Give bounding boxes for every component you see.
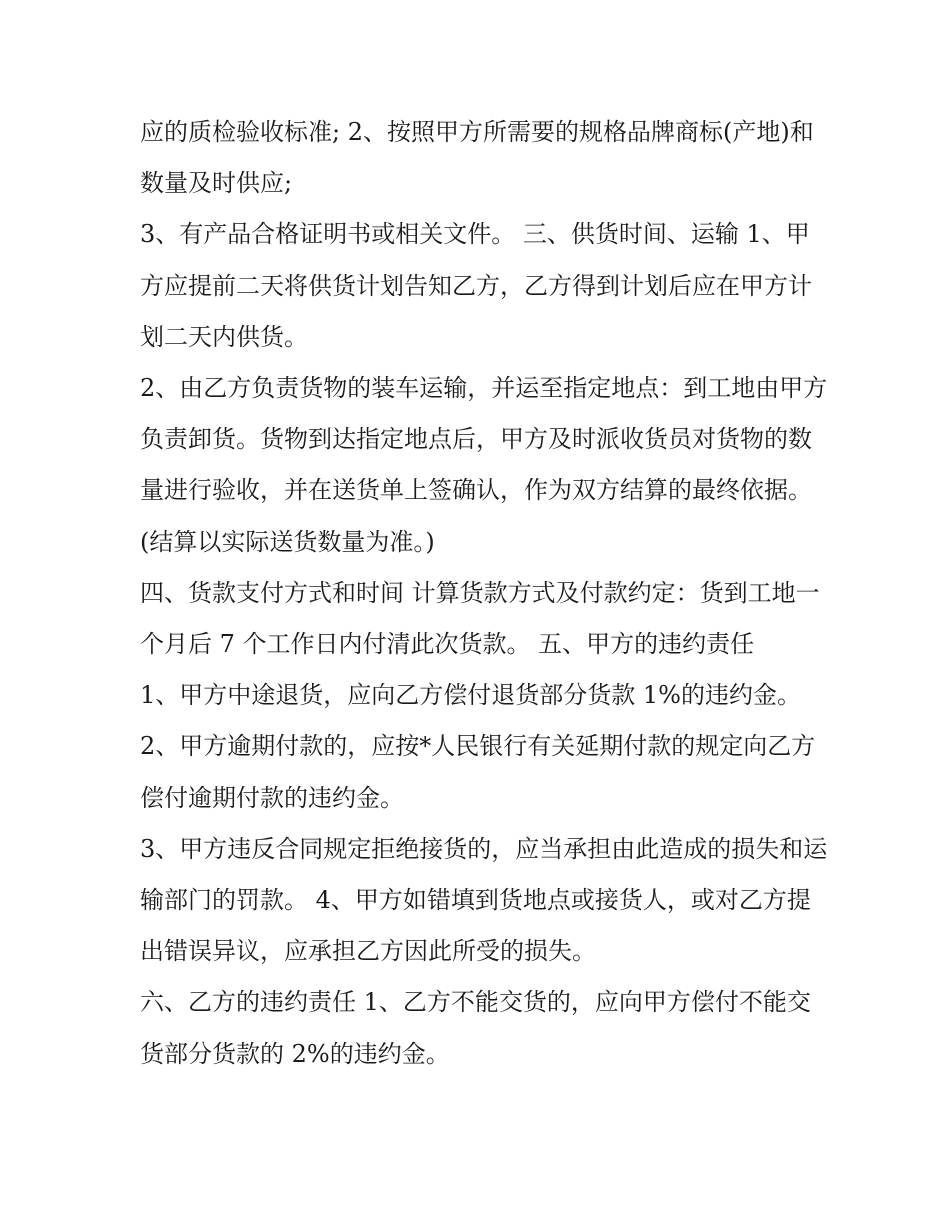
paragraph-party-a-late-payment: 2、甲方逾期付款的，应按*人民银行有关延期付款的规定向乙方偿付逾期付款的违约金。 (140, 732, 816, 812)
paragraph-payment: 四、货款支付方式和时间 计算货款方式及付款约定：货到工地一个月后 7 个工作日内付清此次货款。 五、甲方的违约责任 (140, 578, 820, 659)
paragraph-party-b-liability: 六、乙方的违约责任 1、乙方不能交货的，应向甲方偿付不能交货部分货款的 2%的违约金。 (140, 988, 811, 1068)
document-body (140, 107, 830, 1080)
paragraph-transport: 2、由乙方负责货物的装车运输，并运至指定地点：到工地由甲方负责卸货。货物到达指定地点后，甲方及时派收货员对货物的数量进行验收，并在送货单上签确认，作为双方结算的最终依据。(结算以实际送货数量为准。) (140, 374, 828, 556)
paragraph-supply-time: 3、有产品合格证明书或相关文件。 三、供货时间、运输 1、甲方应提前二天将供货计划告知乙方，乙方得到计划后应在甲方计划二天内供货。 (140, 220, 812, 351)
paragraph-party-a-refusal: 3、甲方违反合同规定拒绝接货的，应当承担由此造成的损失和运输部门的罚款。 4、甲方如错填到货地点或接货人，或对乙方提出错误异议，应承担乙方因此所受的损失。 (140, 834, 828, 966)
paragraph-party-a-return: 1、甲方中途退货，应向乙方偿付退货部分货款 1%的违约金。 (140, 681, 801, 710)
paragraph-quality-standard: 应的质检验收标准; 2、按照甲方所需要的规格品牌商标(产地)和数量及时供应; (140, 118, 814, 198)
